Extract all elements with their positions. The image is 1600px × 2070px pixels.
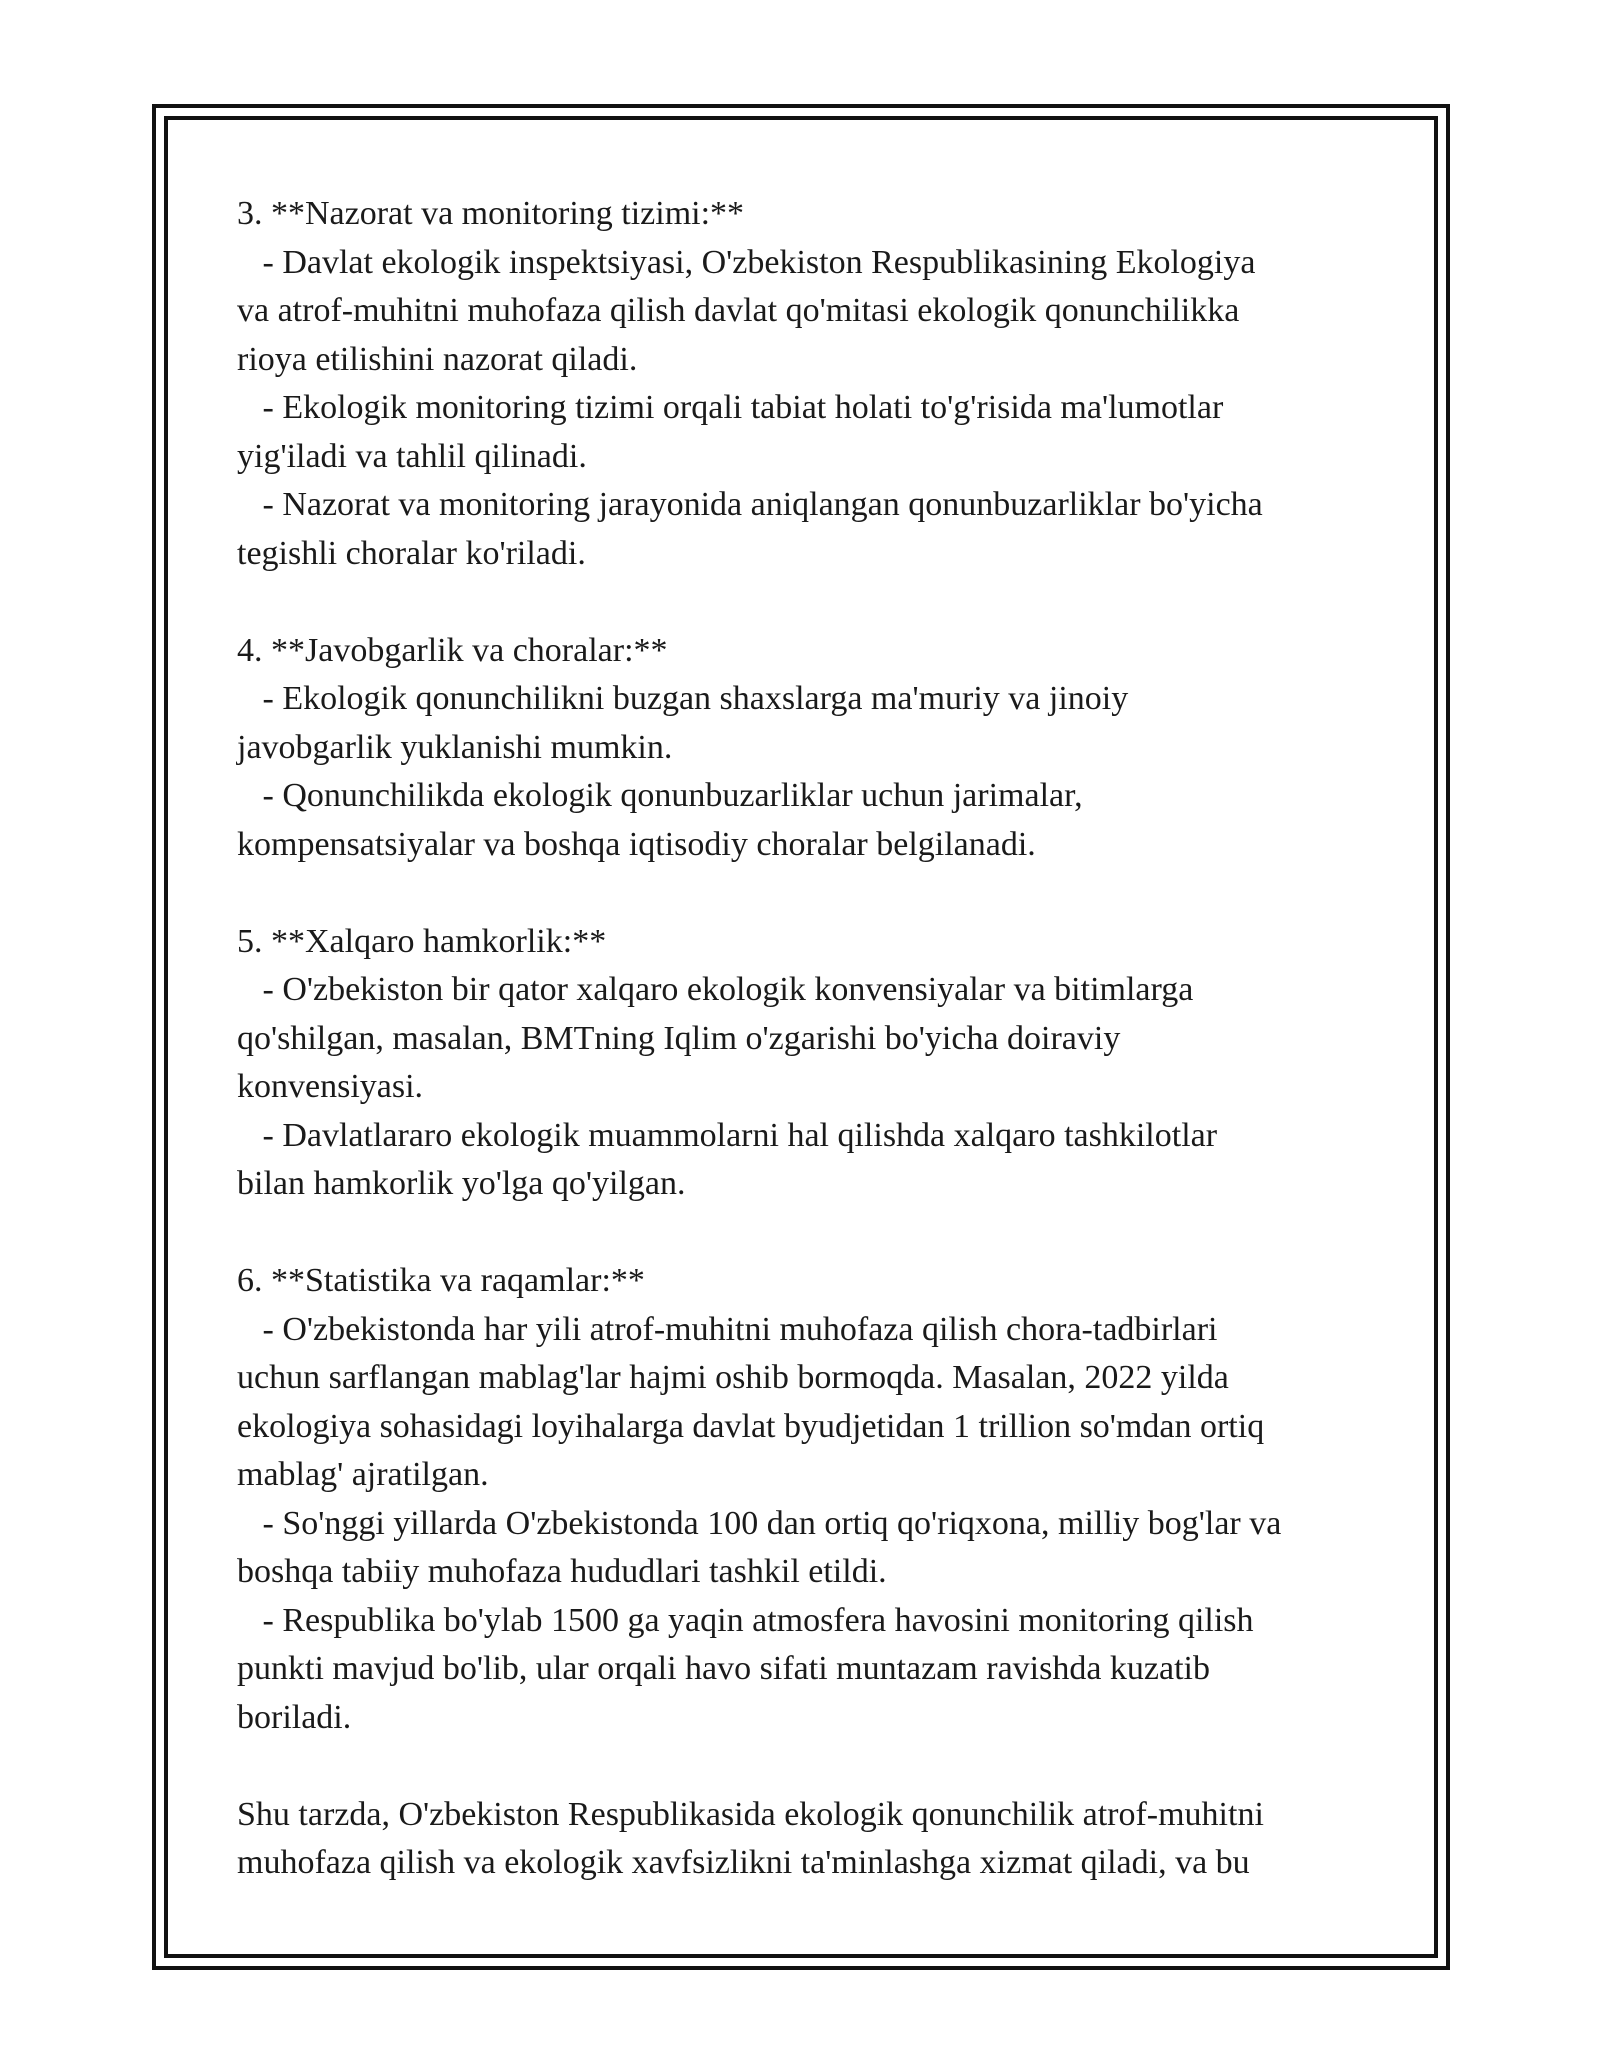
text-line: - O'zbekistonda har yili atrof-muhitni muhofaza qilish chora-tadbirlari <box>237 1310 1218 1348</box>
text-line: javobgarlik yuklanishi mumkin. <box>237 728 673 766</box>
text-line: mablag' ajratilgan. <box>237 1456 489 1493</box>
text-line: ekologiya sohasidagi loyihalarga davlat byudjetidan 1 trillion so'mdan ortiq <box>237 1407 1265 1445</box>
text-line: muhofaza qilish va ekologik xavfsizlikni ta'minlashga xizmat qiladi, va bu <box>237 1844 1250 1881</box>
text-line: Shu tarzda, O'zbekiston Respublikasida ekologik qonunchilik atrof-muhitni <box>237 1795 1264 1833</box>
text-line: - Davlatlararo ekologik muammolarni hal qilishda xalqaro tashkilotlar <box>237 1116 1218 1154</box>
text-line: konvensiyasi. <box>237 1068 424 1105</box>
text-line: - Davlat ekologik inspektsiyasi, O'zbekiston Respublikasining Ekologiya <box>237 243 1256 281</box>
blank-line <box>237 1742 1377 1791</box>
text-line: bilan hamkorlik yo'lga qo'yilgan. <box>237 1165 686 1202</box>
text-line: va atrof-muhitni muhofaza qilish davlat qo'mitasi ekologik qonunchilikka <box>237 292 1240 329</box>
document-body <box>237 190 1377 1888</box>
text-line: - Qonunchilikda ekologik qonunbuzarliklar uchun jarimalar, <box>237 777 1083 814</box>
text-line: - O'zbekiston bir qator xalqaro ekologik konvensiyalar va bitimlarga <box>237 971 1194 1008</box>
text-line: punkti mavjud bo'lib, ular orqali havo sifati muntazam ravishda kuzatib <box>237 1650 1211 1687</box>
text-line: - Ekologik qonunchilikni buzgan shaxslarga ma'muriy va jinoiy <box>237 680 1129 717</box>
text-line: 5. **Xalqaro hamkorlik:** <box>237 922 607 960</box>
text-line: qo'shilgan, masalan, BMTning Iqlim o'zgarishi bo'yicha doiraviy <box>237 1019 1121 1057</box>
text-line: kompensatsiyalar va boshqa iqtisodiy choralar belgilanadi. <box>237 825 1036 863</box>
text-line: boshqa tabiiy muhofaza hududlari tashkil etildi. <box>237 1553 887 1590</box>
text-line: rioya etilishini nazorat qiladi. <box>237 340 638 378</box>
blank-line <box>237 1209 1377 1258</box>
text-line: uchun sarflangan mablag'lar hajmi oshib bormoqda. Masalan, 2022 yilda <box>237 1359 1229 1396</box>
text-line: 6. **Statistika va raqamlar:** <box>237 1262 645 1299</box>
text-line: - Ekologik monitoring tizimi orqali tabiat holati to'g'risida ma'lumotlar <box>237 389 1224 426</box>
text-line: 3. **Nazorat va monitoring tizimi:** <box>237 195 745 232</box>
text-line: 4. **Javobgarlik va choralar:** <box>237 631 668 669</box>
blank-line <box>237 869 1377 918</box>
text-line: yig'iladi va tahlil qilinadi. <box>237 437 587 475</box>
text-line: - Nazorat va monitoring jarayonida aniqlangan qonunbuzarliklar bo'yicha <box>237 486 1263 523</box>
text-line: boriladi. <box>237 1698 352 1736</box>
text-line: tegishli choralar ko'riladi. <box>237 534 586 572</box>
text-line: - So'nggi yillarda O'zbekistonda 100 dan ortiq qo'riqxona, milliy bog'lar va <box>237 1504 1282 1542</box>
text-line: - Respublika bo'ylab 1500 ga yaqin atmosfera havosini monitoring qilish <box>237 1601 1254 1639</box>
blank-line <box>237 578 1377 627</box>
